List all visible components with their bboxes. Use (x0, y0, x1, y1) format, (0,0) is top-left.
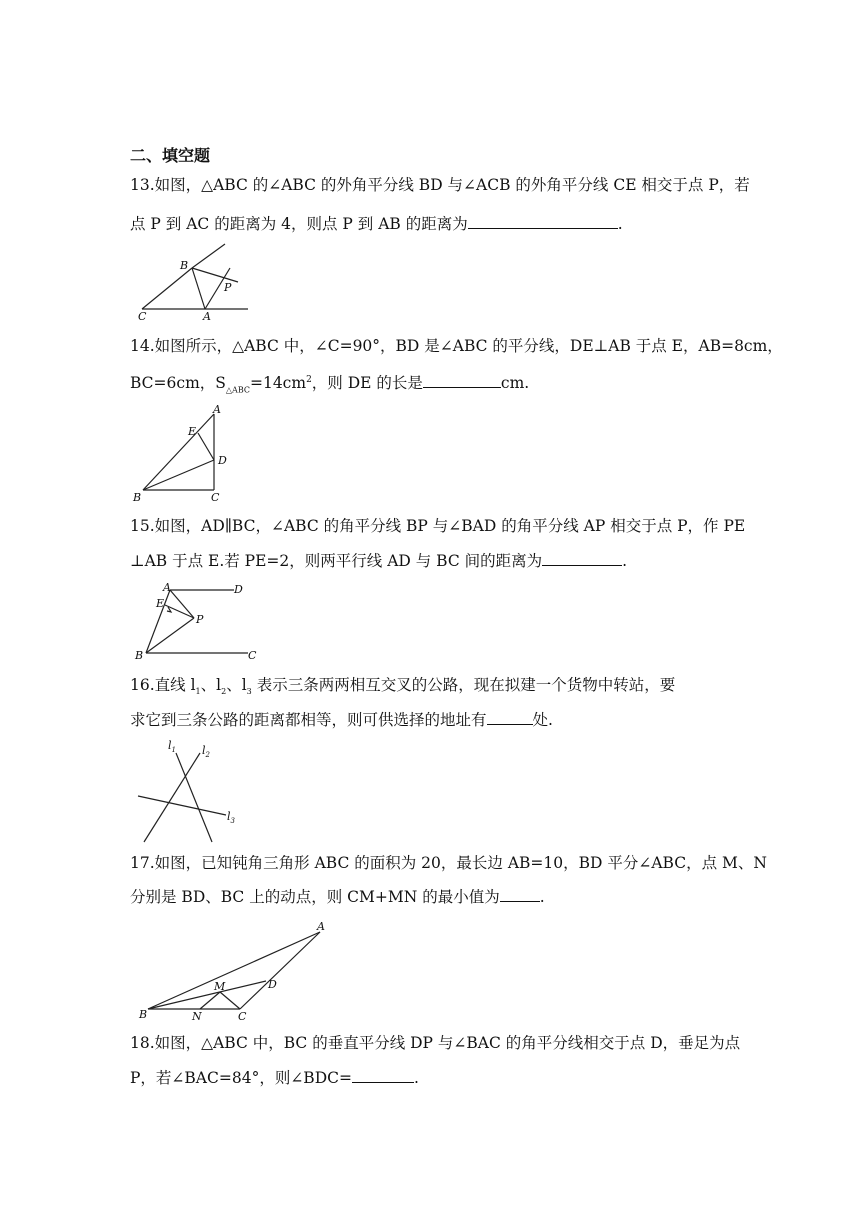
q16-line2 (130, 708, 553, 731)
q16-line-l1 (176, 753, 212, 842)
q16-text-a: 16.直线 l (130, 676, 196, 694)
section-title: 二、填空题 (130, 146, 211, 165)
q14-label-b: B (133, 491, 142, 504)
q16-text-b: 、l (200, 676, 222, 694)
q14-label-a: A (213, 403, 221, 416)
q17-line-ca (240, 932, 320, 1009)
q17-answer-blank (500, 885, 540, 902)
q16-text: 求它到三条公路的距离都相等，则可供选择的地址有 (130, 711, 487, 729)
q13-line2 (130, 212, 623, 235)
q17-label-n: N (192, 1010, 202, 1022)
q13-end: . (617, 215, 623, 233)
q17-line1: 17.如图，已知钝角三角形 ABC 的面积为 20，最长边 AB=10，BD 平分∠ABC，点 M、N (130, 854, 767, 872)
q16-label-l3: $l_3$ (227, 810, 235, 825)
q13-line-bp (192, 268, 238, 282)
q16-answer-blank (487, 708, 533, 725)
q13-line1: 13.如图，△ABC 的∠ABC 的外角平分线 BD 与∠ACB 的外角平分线 CE 相交于点 P，若 (130, 176, 750, 194)
q14-label-c: C (211, 491, 220, 504)
q17-label-c: C (238, 1010, 247, 1022)
q16-text-c: 、l (226, 676, 247, 694)
q15-line1: 15.如图，AD∥BC，∠ABC 的角平分线 BP 与∠BAD 的角平分线 AP 相交于点 P，作 PE (130, 517, 746, 535)
q16-line-l2 (144, 753, 200, 842)
q17-line-bd (148, 981, 266, 1009)
q14-text-c: ，则 DE 的长是 (311, 374, 423, 393)
q14-label-e: E (188, 425, 197, 438)
q15-answer-blank (542, 549, 622, 566)
q16-label-l2: $l_2$ (202, 744, 210, 759)
q17-label-m: M (214, 980, 226, 993)
q15-text: ⊥AB 于点 E.若 PE=2，则两平行线 AD 与 BC 间的距离为 (130, 552, 543, 570)
q17-figure (130, 918, 330, 1022)
q13-label-b: B (180, 259, 189, 272)
q14-end: cm. (500, 374, 530, 393)
q18-answer-blank (352, 1066, 414, 1083)
q15-label-a: A (163, 581, 171, 594)
q14-subscript: △ABC (225, 385, 250, 395)
q14-line2 (130, 369, 529, 401)
q17-end: . (539, 888, 545, 906)
q16-label-l1: $l_1$ (168, 739, 176, 754)
q17-label-a: A (317, 920, 325, 933)
q17-label-b: B (139, 1008, 148, 1021)
q15-label-d: D (234, 583, 243, 596)
q16-text-d: 表示三条两两相互交叉的公路，现在拟建一个货物中转站，要 (251, 676, 676, 694)
q14-text-b: =14cm (249, 374, 307, 393)
q14-line1: 14.如图所示，△ABC 中，∠C=90°，BD 是∠ABC 的平分线，DE⊥AB 于点 E，AB=8cm， (130, 337, 783, 355)
q17-text: 分别是 BD、BC 上的动点，则 CM+MN 的最小值为 (130, 888, 500, 906)
q15-label-b: B (135, 649, 144, 662)
q13-label-a: A (203, 310, 211, 322)
q18-end: . (413, 1069, 419, 1087)
q13-text: 点 P 到 AC 的距离为 4，则点 P 到 AB 的距离为 (130, 215, 468, 233)
q16-sub-1: 1 (195, 687, 201, 697)
q16-end: 处. (532, 711, 553, 729)
q14-line-ba (143, 414, 214, 490)
q18-text: P，若∠BAC=84°，则∠BDC= (130, 1069, 352, 1087)
q17-label-d: D (268, 978, 277, 991)
q15-line2 (130, 549, 627, 572)
q17-line-ba (148, 932, 320, 1009)
q13-line-ba (192, 268, 205, 309)
q15-label-p: P (196, 613, 204, 626)
q15-figure (130, 580, 265, 662)
q13-answer-blank (468, 212, 618, 229)
q16-sub-2: 2 (221, 687, 227, 697)
q13-label-c: C (138, 310, 147, 322)
q15-line-ap (170, 590, 194, 618)
q16-line-l3 (138, 796, 226, 815)
q14-figure (130, 402, 230, 504)
q14-label-d: D (218, 454, 227, 467)
q14-text-a: BC=6cm，S (130, 374, 226, 393)
q15-label-c: C (248, 649, 257, 662)
q16-sub-3: 3 (246, 687, 252, 697)
q18-line1: 18.如图，△ABC 中，BC 的垂直平分线 DP 与∠BAC 的角平分线相交于点 D，垂足为点 (130, 1034, 741, 1052)
q16-line1 (130, 674, 675, 703)
q14-answer-blank (423, 371, 501, 388)
q14-superscript: 2 (306, 375, 312, 385)
q13-line-bd (192, 244, 225, 268)
q15-end: . (622, 552, 628, 570)
q14-line-bd (143, 460, 214, 490)
q18-line2 (130, 1066, 419, 1089)
q16-figure (130, 738, 250, 846)
q14-line-ed (198, 433, 214, 460)
q17-line2 (130, 885, 545, 908)
q15-label-e: E (156, 597, 165, 610)
q13-line-cb (142, 268, 192, 309)
q17-line-mc (220, 992, 240, 1009)
q13-label-p: P (224, 281, 232, 294)
q13-figure (130, 240, 260, 322)
